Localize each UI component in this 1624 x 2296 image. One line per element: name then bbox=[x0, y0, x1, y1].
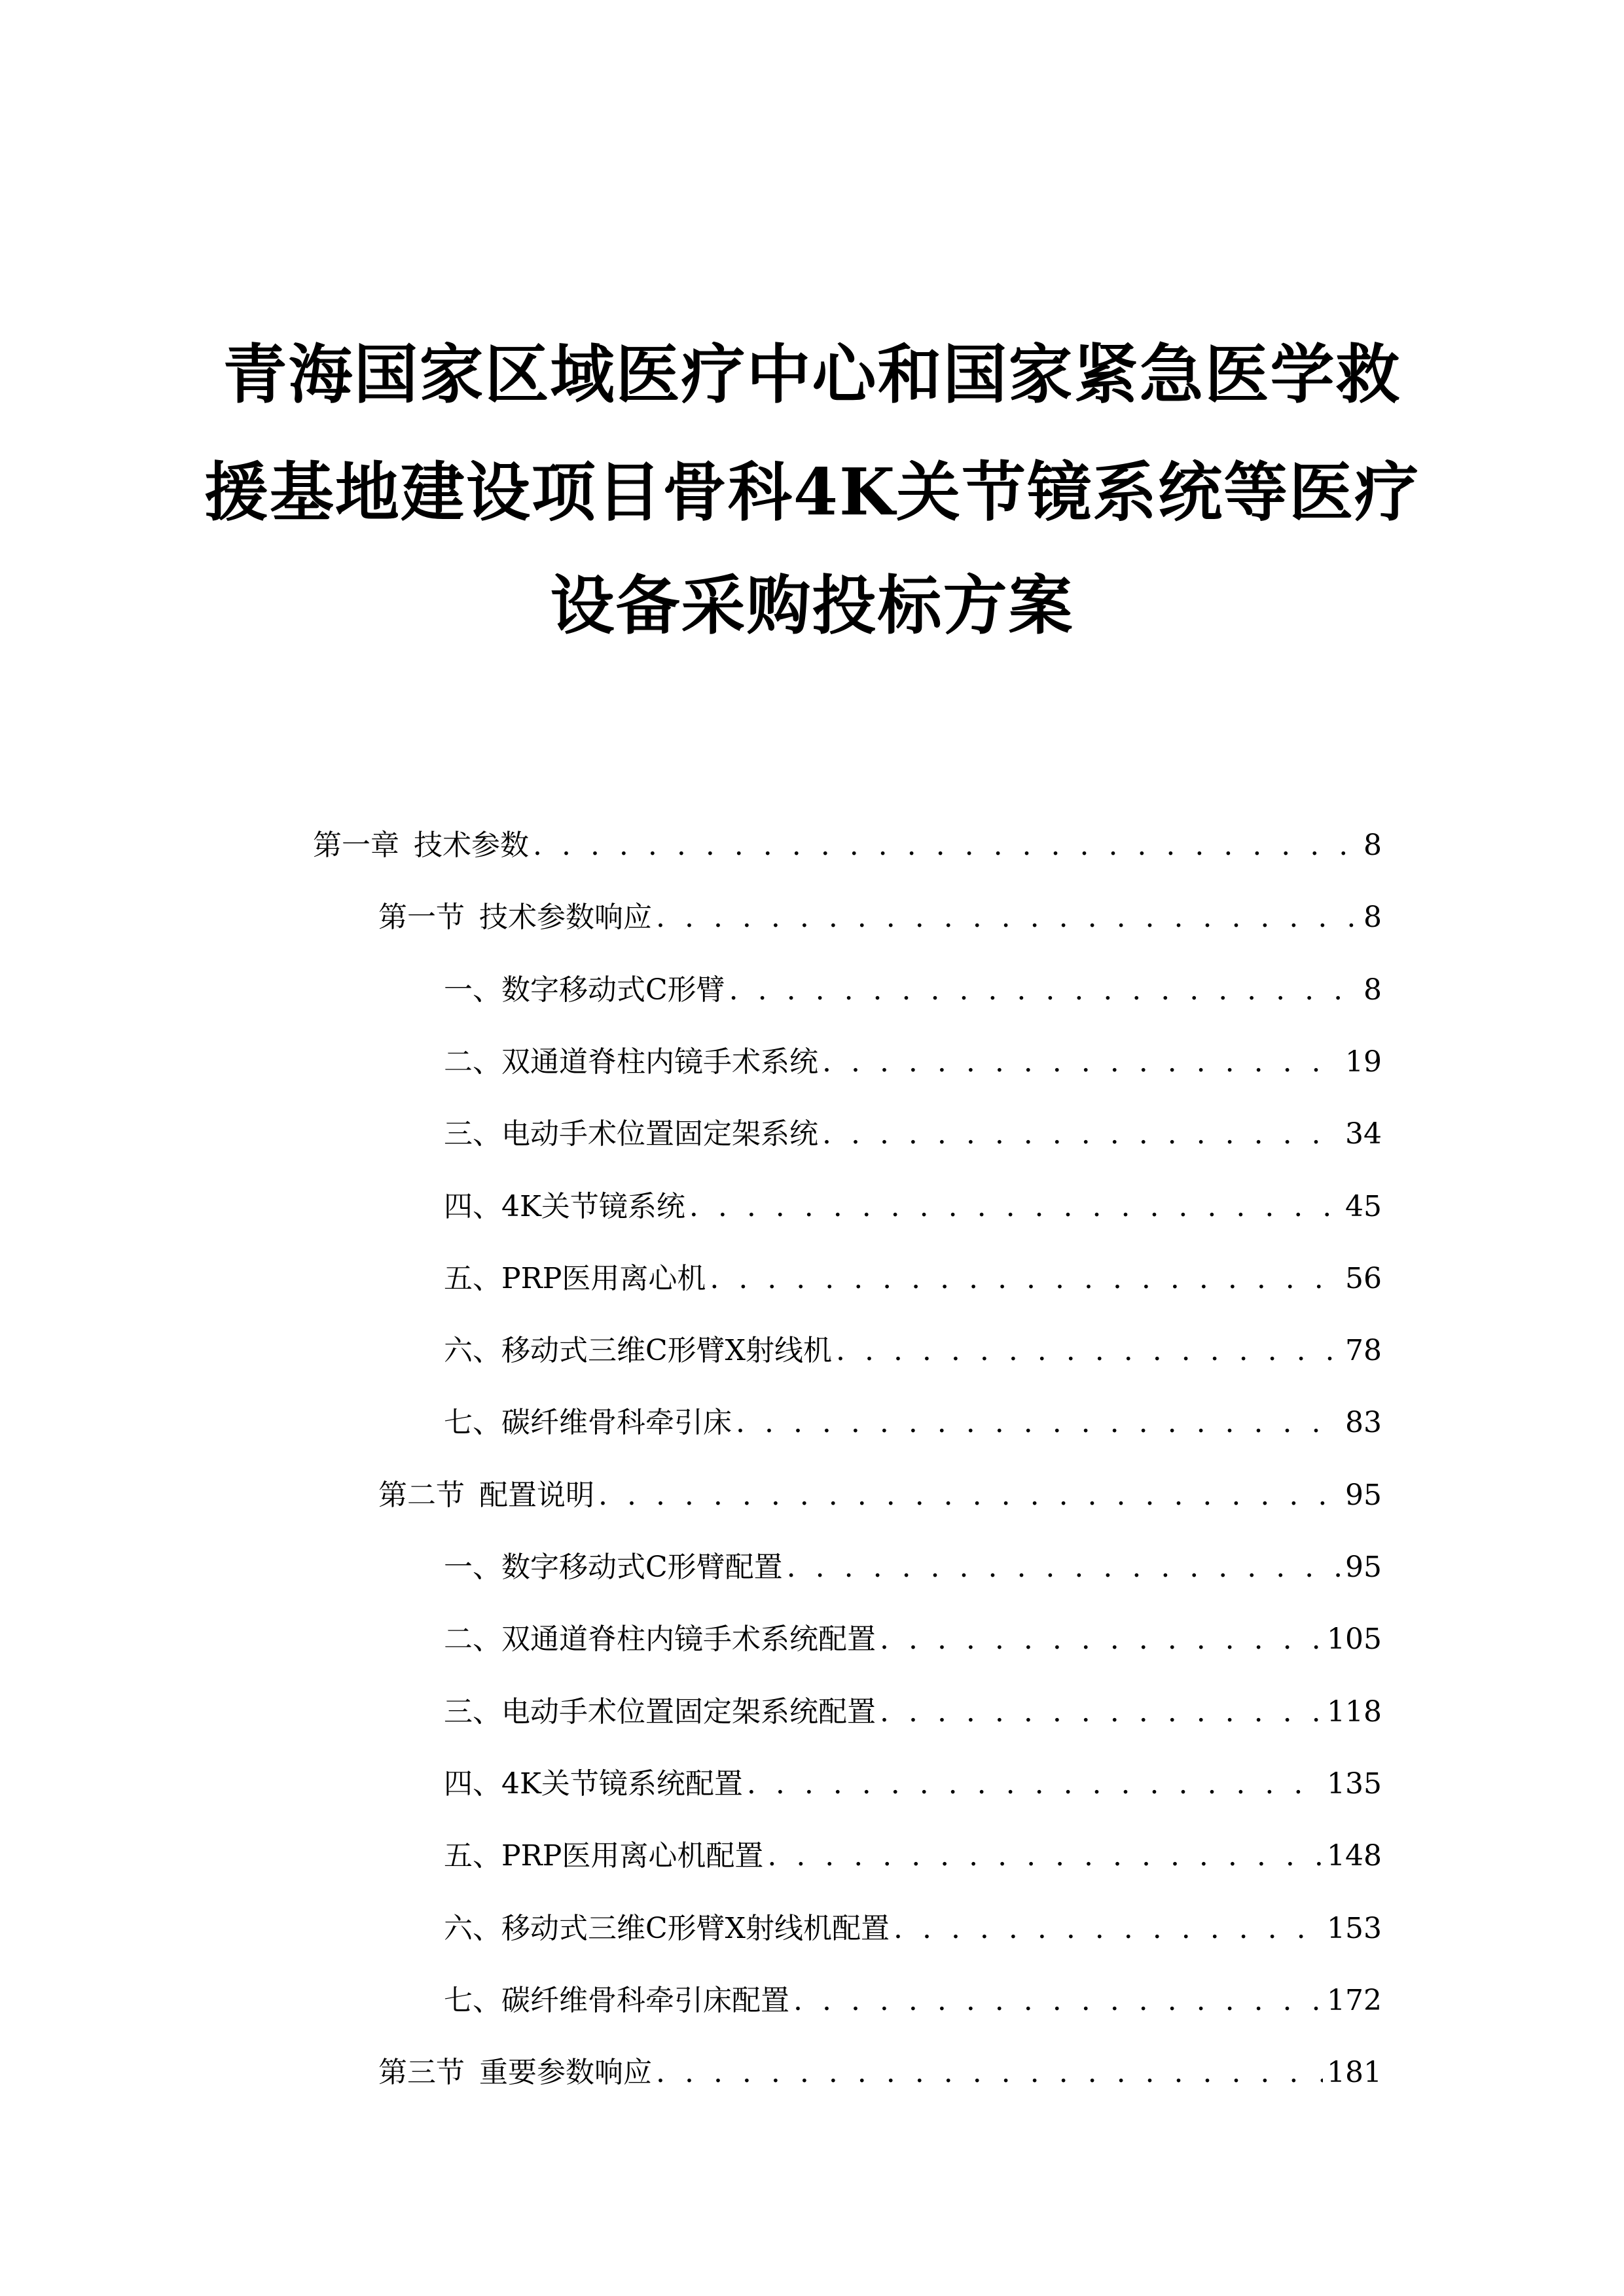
toc-entry-page-number: 181 bbox=[1327, 2056, 1382, 2090]
toc-entry-page-number: 56 bbox=[1345, 1261, 1382, 1295]
toc-entry-page-number: 135 bbox=[1327, 1767, 1382, 1801]
toc-entry-label: 移动式三维C形臂X射线机 bbox=[501, 1334, 832, 1368]
toc-entry[interactable] bbox=[444, 1548, 1382, 1587]
toc-entry-label: 数字移动式C形臂 bbox=[501, 973, 725, 1007]
toc-entry[interactable] bbox=[444, 1115, 1382, 1154]
toc-entry[interactable] bbox=[444, 1620, 1382, 1659]
toc-entry-number: 一、 bbox=[444, 1551, 501, 1584]
toc-entry[interactable] bbox=[444, 1837, 1382, 1876]
toc-entry[interactable] bbox=[444, 1403, 1382, 1443]
toc-entry-label: 碳纤维骨科牵引床 bbox=[501, 1406, 732, 1440]
toc-entry-label: 移动式三维C形臂X射线机配置 bbox=[501, 1911, 890, 1945]
toc-entry[interactable] bbox=[444, 1981, 1382, 2020]
toc-dot-leader bbox=[656, 898, 1360, 937]
toc-entry-number: 七、 bbox=[444, 1983, 501, 2017]
toc-entry-label: 配置说明 bbox=[479, 1478, 594, 1512]
toc-entry-number: 六、 bbox=[444, 1334, 501, 1368]
toc-entry-number: 三、 bbox=[444, 1695, 501, 1729]
toc-dot-leader bbox=[893, 1909, 1323, 1948]
toc-entry-number: 二、 bbox=[444, 1045, 501, 1079]
toc-entry-page-number: 172 bbox=[1327, 1983, 1382, 2017]
toc-entry-page-number: 34 bbox=[1345, 1117, 1382, 1151]
toc-entry-label: 电动手术位置固定架系统 bbox=[501, 1117, 818, 1151]
toc-entry[interactable] bbox=[444, 1043, 1382, 1082]
toc-entry-label: 双通道脊柱内镜手术系统 bbox=[501, 1045, 818, 1079]
toc-entry[interactable] bbox=[378, 2053, 1382, 2092]
toc-entry[interactable] bbox=[444, 971, 1382, 1010]
toc-entry-label: 重要参数响应 bbox=[479, 2056, 652, 2090]
toc-dot-leader bbox=[836, 1331, 1341, 1371]
toc-dot-leader bbox=[656, 2053, 1323, 2092]
toc-entry-page-number: 83 bbox=[1345, 1406, 1382, 1440]
toc-entry-number: 一、 bbox=[444, 973, 501, 1007]
toc-dot-leader bbox=[880, 1620, 1323, 1659]
toc-entry-label: 4K关节镜系统 bbox=[501, 1189, 685, 1223]
toc-entry-number: 六、 bbox=[444, 1911, 501, 1945]
toc-entry-number: 四、 bbox=[444, 1767, 501, 1801]
toc-entry-page-number: 95 bbox=[1345, 1551, 1382, 1584]
toc-entry[interactable] bbox=[378, 898, 1382, 937]
toc-entry-number: 第一章 bbox=[313, 829, 399, 862]
toc-entry-page-number: 153 bbox=[1327, 1911, 1382, 1945]
toc-entry-label: 数字移动式C形臂配置 bbox=[501, 1551, 783, 1584]
toc-dot-leader bbox=[729, 971, 1360, 1010]
toc-dot-leader bbox=[822, 1043, 1341, 1082]
toc-entry[interactable] bbox=[444, 1765, 1382, 1804]
toc-dot-leader bbox=[793, 1981, 1323, 2020]
toc-entry[interactable] bbox=[313, 826, 1382, 865]
toc-entry-page-number: 8 bbox=[1363, 901, 1382, 935]
toc-entry-label: 碳纤维骨科牵引床配置 bbox=[501, 1983, 789, 2017]
toc-entry[interactable] bbox=[378, 1476, 1382, 1515]
toc-entry-page-number: 148 bbox=[1327, 1839, 1382, 1873]
toc-entry-number: 七、 bbox=[444, 1406, 501, 1440]
toc-dot-leader bbox=[822, 1115, 1341, 1154]
toc-entry[interactable] bbox=[444, 1187, 1382, 1227]
toc-dot-leader bbox=[736, 1403, 1341, 1443]
toc-entry-label: 4K关节镜系统配置 bbox=[501, 1767, 743, 1801]
toc-dot-leader bbox=[710, 1259, 1341, 1299]
toc-entry-page-number: 78 bbox=[1345, 1334, 1382, 1368]
toc-entry[interactable] bbox=[444, 1693, 1382, 1732]
toc-dot-leader bbox=[689, 1187, 1341, 1227]
toc-entry-label: 技术参数响应 bbox=[479, 901, 652, 935]
toc-dot-leader bbox=[767, 1837, 1323, 1876]
toc-dot-leader bbox=[880, 1693, 1323, 1732]
document-title-line-1: 青海国家区域医疗中心和国家紧急医学救 bbox=[223, 337, 1401, 412]
toc-entry-number: 四、 bbox=[444, 1189, 501, 1223]
toc-entry-number: 五、 bbox=[444, 1839, 501, 1873]
toc-entry-number: 第二节 bbox=[378, 1478, 465, 1512]
toc-entry-label: PRP医用离心机配置 bbox=[501, 1839, 764, 1873]
toc-entry-page-number: 105 bbox=[1327, 1623, 1382, 1657]
toc-entry-page-number: 118 bbox=[1327, 1695, 1382, 1729]
toc-entry-page-number: 95 bbox=[1345, 1478, 1382, 1512]
toc-entry-label: 技术参数 bbox=[414, 829, 529, 862]
toc-entry-page-number: 8 bbox=[1363, 973, 1382, 1007]
toc-entry-page-number: 8 bbox=[1363, 829, 1382, 862]
toc-entry-label: 电动手术位置固定架系统配置 bbox=[501, 1695, 876, 1729]
toc-entry-page-number: 45 bbox=[1345, 1189, 1382, 1223]
toc-dot-leader bbox=[533, 826, 1360, 865]
toc-entry-number: 三、 bbox=[444, 1117, 501, 1151]
toc-entry-number: 第三节 bbox=[378, 2056, 465, 2090]
toc-entry-page-number: 19 bbox=[1345, 1045, 1382, 1079]
toc-entry-label: PRP医用离心机 bbox=[501, 1261, 706, 1295]
toc-entry-number: 二、 bbox=[444, 1623, 501, 1657]
document-title-line-3: 设备采购投标方案 bbox=[550, 568, 1074, 643]
document-title-line-2: 援基地建设项目骨科4K关节镜系统等医疗 bbox=[204, 455, 1420, 530]
toc-entry[interactable] bbox=[444, 1331, 1382, 1371]
toc-entry-label: 双通道脊柱内镜手术系统配置 bbox=[501, 1623, 876, 1657]
toc-entry[interactable] bbox=[444, 1909, 1382, 1948]
toc-dot-leader bbox=[787, 1548, 1341, 1587]
toc-dot-leader bbox=[598, 1476, 1341, 1515]
toc-entry-number: 第一节 bbox=[378, 901, 465, 935]
toc-entry[interactable] bbox=[444, 1259, 1382, 1299]
toc-entry-number: 五、 bbox=[444, 1261, 501, 1295]
toc-dot-leader bbox=[747, 1765, 1323, 1804]
